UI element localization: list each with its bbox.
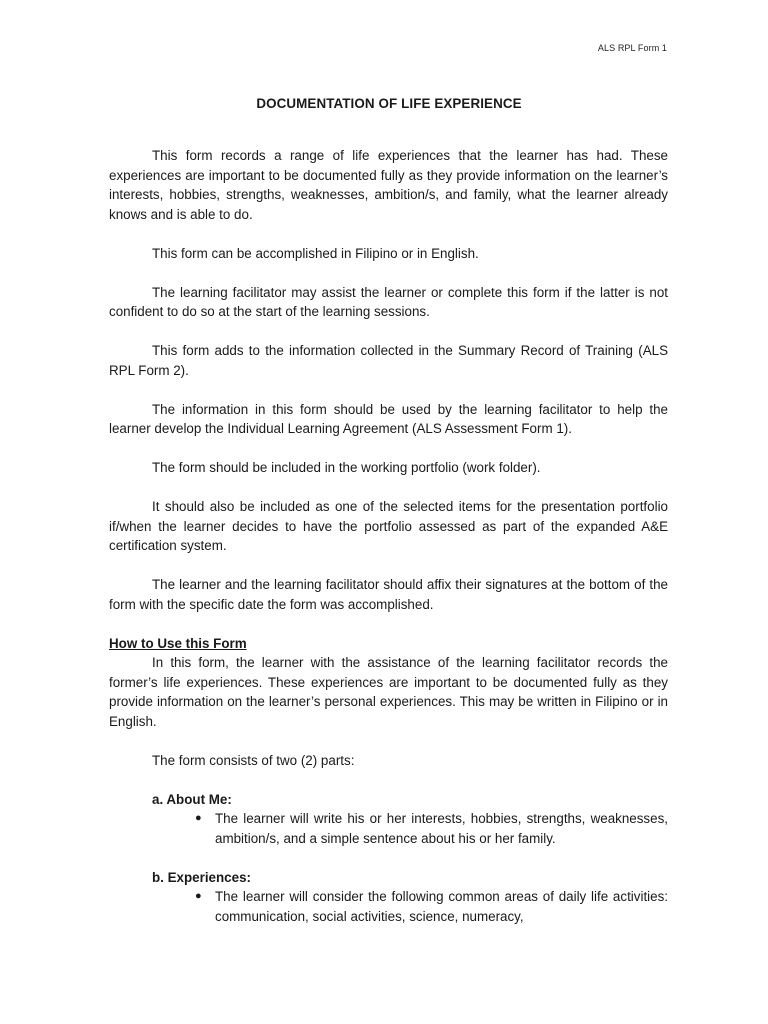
bullet-icon: ● — [195, 812, 202, 824]
document-body — [109, 146, 668, 926]
paragraph-presentation-portfolio: It should also be included as one of the selected items for the presentation portfolio if/when the learner decides to have the portfolio assessed as part of the expanded A&E certification system. — [109, 499, 668, 553]
paragraph-learning-agreement: The information in this form should be used by the learning facilitator to help the learner develop the Individual Learning Agreement (ALS Assessment Form 1). — [109, 401, 668, 436]
document-title: DOCUMENTATION OF LIFE EXPERIENCE — [256, 96, 522, 111]
list-item — [195, 809, 668, 848]
paragraph-how-to-intro: In this form, the learner with the assistance of the learning facilitator records the former’s life experiences. These experiences are important to be documented fully as they provide information on the learner’s personal experiences. This may be written in Filipino or in English. — [109, 655, 668, 729]
section-heading-how-to-use: How to Use this Form — [109, 635, 247, 651]
part-label-about-me: a. About Me: — [152, 791, 232, 807]
form-reference: ALS RPL Form 1 — [597, 43, 667, 53]
list-item — [195, 887, 668, 926]
paragraph-signatures: The learner and the learning facilitator should affix their signatures at the bottom of the form with the specific date the form was accomplished. — [109, 577, 668, 612]
paragraph-summary-record: This form adds to the information collected in the Summary Record of Training (ALS RPL Form 2). — [109, 343, 668, 378]
paragraph-language: This form can be accomplished in Filipino or in English. — [152, 245, 479, 261]
bullet-text-about-me: The learner will write his or her interests, hobbies, strengths, weaknesses, ambition/s, and a simple sentence about his or her family. — [215, 811, 668, 846]
paragraph-purpose: This form records a range of life experiences that the learner has had. These experiences are important to be documented fully as they provide information on the learner’s interests, hobbies, strengths, weaknesses, ambition/s, and family, what the learner already knows and is able to do. — [109, 148, 668, 222]
paragraph-parts-intro: The form consists of two (2) parts: — [152, 752, 355, 768]
bullet-text-experiences: The learner will consider the following common areas of daily life activities: communication, social activities, science, numeracy, — [215, 889, 668, 924]
bullet-icon: ● — [195, 890, 202, 902]
paragraph-working-portfolio: The form should be included in the working portfolio (work folder). — [152, 460, 541, 475]
paragraph-facilitator-assist: The learning facilitator may assist the learner or complete this form if the latter is not confident to do so at the start of the learning sessions. — [109, 284, 668, 319]
part-label-experiences: b. Experiences: — [152, 869, 251, 885]
